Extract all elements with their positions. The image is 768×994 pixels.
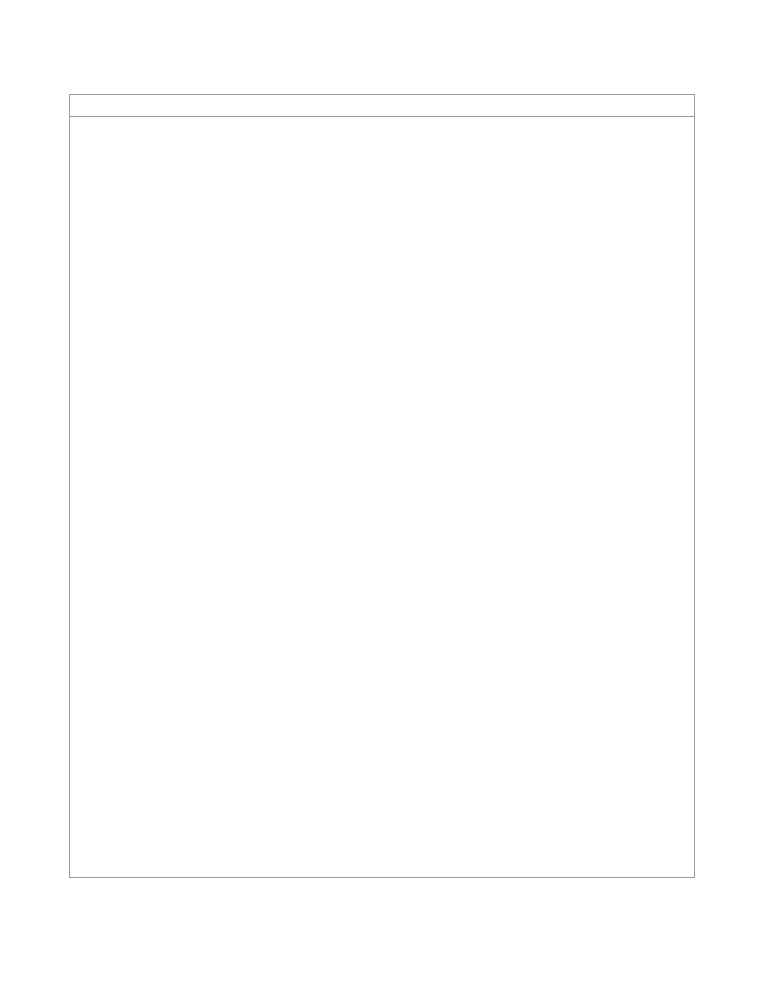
schedule-table <box>69 94 695 878</box>
page-title <box>70 95 694 117</box>
